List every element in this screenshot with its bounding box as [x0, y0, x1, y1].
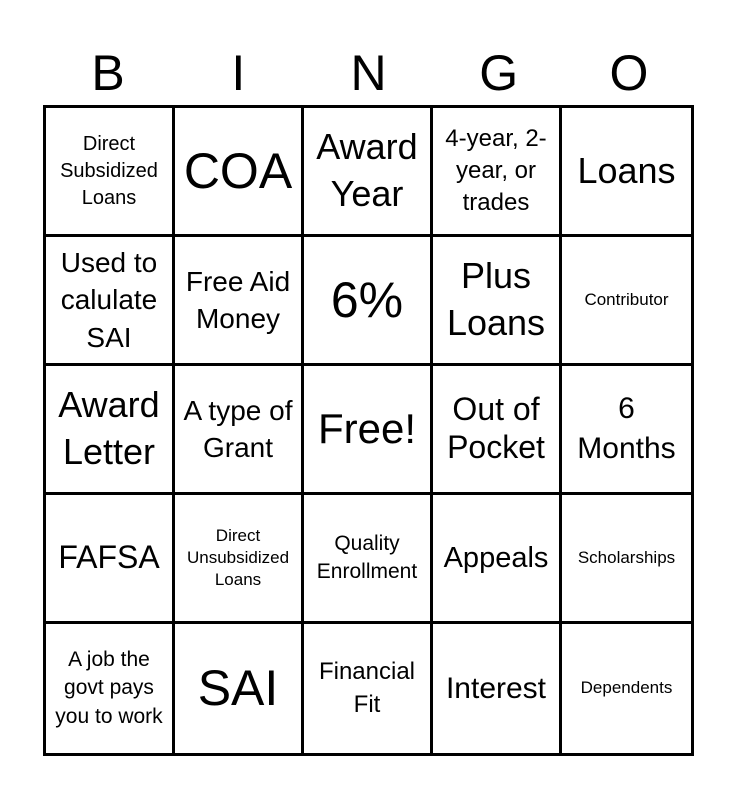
bingo-header: [43, 40, 694, 106]
bingo-cell[interactable]: [46, 237, 175, 366]
cell-text: Used to calulate SAI: [60, 247, 158, 353]
header-letter-o: O: [609, 45, 649, 101]
bingo-cell[interactable]: [433, 366, 562, 495]
bingo-cell[interactable]: [46, 624, 175, 753]
cell-text: FAFSA: [58, 539, 160, 576]
bingo-cell[interactable]: [562, 108, 691, 237]
bingo-cell[interactable]: [46, 366, 175, 495]
cell-text: Free!: [317, 404, 417, 452]
cell-text: A type of Grant: [183, 394, 293, 463]
bingo-cell[interactable]: [304, 624, 433, 753]
cell-text: Award Year: [316, 126, 418, 214]
bingo-board: [43, 105, 694, 756]
bingo-cell[interactable]: [304, 237, 433, 366]
cell-text: COA: [183, 142, 293, 199]
bingo-cell[interactable]: [175, 108, 304, 237]
cell-text: Financial Fit: [318, 658, 416, 718]
bingo-cell[interactable]: [46, 495, 175, 624]
bingo-cell[interactable]: [562, 366, 691, 495]
cell-text: Contributor: [584, 289, 669, 309]
bingo-cell[interactable]: [562, 237, 691, 366]
header-letter-b: B: [91, 45, 125, 101]
cell-text: Direct Subsidized Loans: [60, 132, 158, 209]
header-letter-g: G: [479, 45, 519, 101]
bingo-cell[interactable]: [175, 366, 304, 495]
bingo-cell[interactable]: [175, 495, 304, 624]
cell-text: 6 Months: [577, 392, 676, 465]
bingo-cell[interactable]: [562, 624, 691, 753]
cell-text: Appeals: [443, 541, 549, 574]
cell-text: Out of Pocket: [447, 391, 545, 465]
cell-text: SAI: [197, 660, 279, 716]
bingo-cell[interactable]: [433, 624, 562, 753]
cell-text: A job the govt pays you to work: [55, 647, 163, 728]
bingo-cell[interactable]: [304, 108, 433, 237]
cell-text: Scholarships: [577, 547, 676, 567]
cell-text: Quality Enrollment: [316, 531, 418, 583]
bingo-cell[interactable]: [304, 366, 433, 495]
bingo-cell[interactable]: [433, 237, 562, 366]
bingo-cell[interactable]: [46, 108, 175, 237]
bingo-cell[interactable]: [433, 495, 562, 624]
cell-text: Plus Loans: [446, 255, 546, 343]
header-letter-n: N: [350, 45, 387, 101]
bingo-cell[interactable]: [433, 108, 562, 237]
bingo-cell[interactable]: [304, 495, 433, 624]
cell-text: Interest: [445, 671, 547, 705]
cell-text: 6%: [330, 271, 404, 328]
cell-text: Dependents: [580, 678, 673, 698]
cell-text: Loans: [577, 149, 676, 191]
bingo-cell[interactable]: [562, 495, 691, 624]
header-letter-i: I: [231, 45, 246, 101]
bingo-cell[interactable]: [175, 624, 304, 753]
cell-text: Direct Unsubsidized Loans: [186, 525, 290, 590]
bingo-cell[interactable]: [175, 237, 304, 366]
cell-text: Award Letter: [58, 384, 160, 472]
cell-text: Free Aid Money: [185, 265, 291, 334]
cell-text: 4-year, 2-year, or trades: [445, 124, 547, 217]
